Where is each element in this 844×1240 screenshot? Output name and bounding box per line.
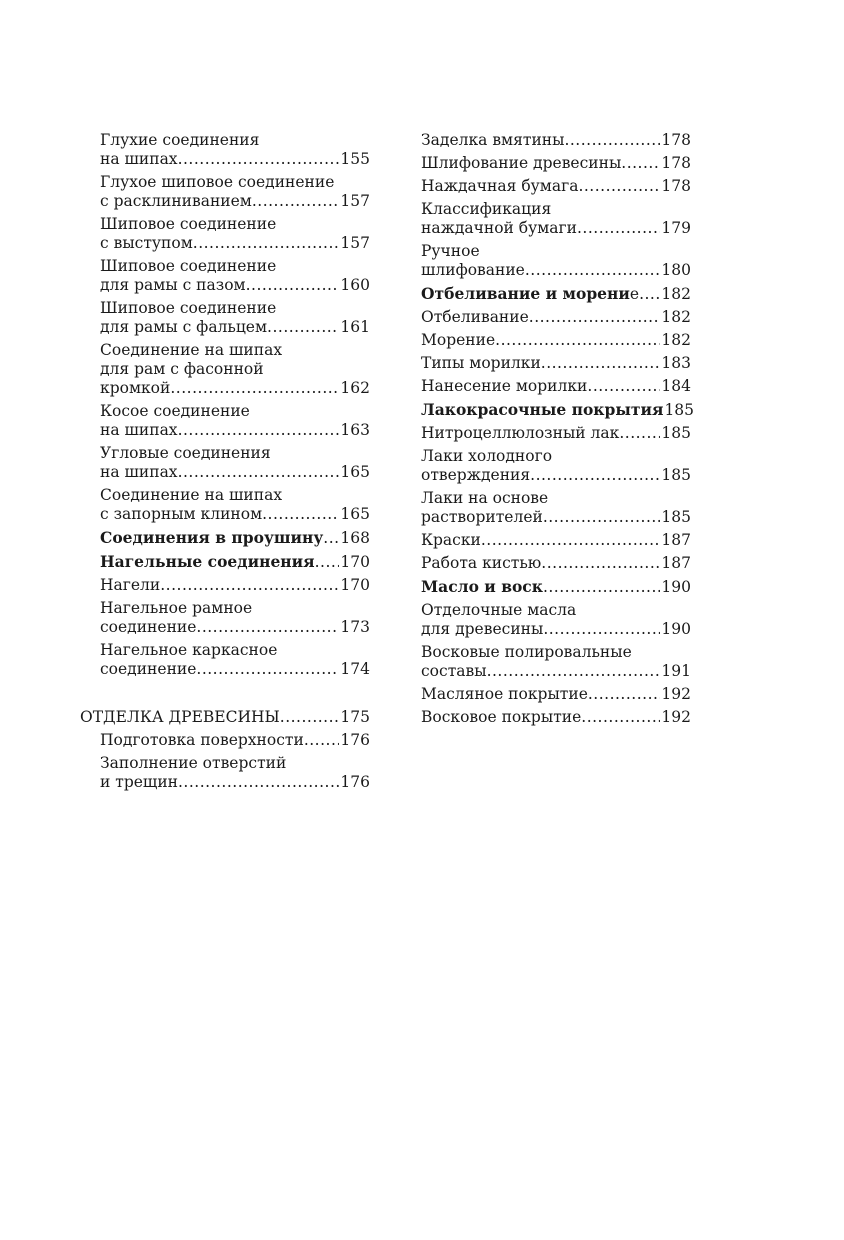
toc-entry-leader-line (100, 421, 370, 440)
toc-entry-title (100, 276, 246, 295)
toc-entry-title (421, 261, 525, 280)
toc-entry-title (100, 463, 178, 482)
toc-entry (421, 447, 691, 485)
toc-entry-title-text: е (629, 285, 640, 303)
toc-entry-title (100, 773, 178, 792)
dot-leader (196, 618, 339, 637)
dot-leader (246, 276, 340, 295)
toc-entry-title-text: шлифование (421, 261, 525, 279)
toc-entry (80, 731, 370, 750)
toc-entry-title (100, 192, 252, 211)
toc-entry-title-bold: Масло и воск (421, 577, 543, 596)
toc-page-number: 160 (340, 276, 370, 294)
toc-entry-title-text: Нанесение морилки (421, 377, 588, 395)
dot-leader (529, 308, 661, 327)
toc-entry (421, 577, 691, 597)
toc-entry (80, 754, 370, 792)
toc-entry-title-bold: Нагельные соединения (100, 552, 315, 571)
toc-entry-title-line: Отделочные масла (421, 601, 577, 619)
toc-page-number: 182 (661, 285, 691, 303)
toc-entry-leader-line (421, 531, 691, 550)
dot-leader (323, 529, 339, 548)
toc-entry-title-text: Масляное покрытие (421, 685, 588, 703)
toc-entry-title-text: кромкой (100, 379, 171, 397)
toc-page-number: 157 (340, 234, 370, 252)
toc-entry-title (421, 708, 581, 727)
toc-entry-title (421, 308, 529, 327)
toc-entry (421, 601, 691, 639)
toc-page-number: 176 (340, 773, 370, 791)
toc-entry-title-line: для рам с фасонной (100, 360, 264, 378)
toc-page-number: 178 (661, 177, 691, 195)
toc-entry (421, 489, 691, 527)
toc-page-number: 192 (661, 708, 691, 726)
toc-entry (421, 242, 691, 280)
toc-entry (421, 177, 691, 196)
toc-entry-title (100, 234, 193, 253)
toc-entry-leader-line (421, 554, 691, 573)
toc-page-number: 174 (340, 660, 370, 678)
toc-entry-title-line: Лаки на основе (421, 489, 549, 507)
toc-entry-leader-line (421, 154, 691, 173)
toc-page-number: 173 (340, 618, 370, 636)
toc-entry-leader-line (421, 177, 691, 196)
toc-entry-title (100, 150, 178, 169)
dot-leader (280, 708, 340, 727)
toc-entry-title (100, 731, 304, 750)
toc-entry-title (100, 660, 196, 679)
toc-entry-leader-line (421, 685, 691, 704)
dot-leader (525, 261, 661, 280)
toc-entry-leader-line (80, 708, 370, 727)
toc-entry (421, 308, 691, 327)
toc-entry (421, 400, 695, 420)
toc-entry (80, 341, 370, 398)
toc-entry-title-text: и трещин (100, 773, 178, 791)
toc-entry-leader-line (421, 662, 691, 681)
toc-entry-title-text: Работа кистью (421, 554, 542, 572)
toc-page-number: 170 (340, 576, 370, 594)
toc-entry-title-text: соединение (100, 618, 197, 636)
toc-page-number: 187 (661, 554, 691, 572)
toc-entry-title-line: Восковые полировальные (421, 643, 632, 661)
dot-leader (564, 131, 660, 150)
toc-entry (80, 599, 370, 637)
dot-leader (252, 192, 340, 211)
toc-entry-leader-line (100, 505, 370, 524)
toc-entry (80, 641, 370, 679)
toc-entry-title (421, 331, 495, 350)
dot-leader (577, 219, 660, 238)
dot-leader (178, 421, 340, 440)
toc-entry (80, 257, 370, 295)
dot-leader (304, 731, 340, 750)
toc-entry-title-text: Восковое покрытие (421, 708, 582, 726)
toc-entry (80, 486, 370, 524)
toc-page-number: 180 (661, 261, 691, 279)
dot-leader (170, 379, 339, 398)
toc-entry-leader-line (100, 463, 370, 482)
toc-page-number: 170 (340, 553, 370, 571)
toc-entry-title-line: Нагельное каркасное (100, 641, 278, 659)
toc-entry (80, 215, 370, 253)
toc-entry-leader-line (100, 379, 370, 398)
toc-entry (80, 173, 370, 211)
dot-leader (543, 508, 661, 527)
toc-entry-title-text: на шипах (100, 150, 178, 168)
toc-entry-title-text: для древесины (421, 620, 544, 638)
toc-page-number: 184 (661, 377, 691, 395)
toc-entry-title (421, 377, 587, 396)
toc-page-number: 191 (661, 662, 691, 680)
toc-page-number: 165 (340, 505, 370, 523)
dot-leader (196, 660, 339, 679)
toc-entry-title-text: Подготовка поверхности (100, 731, 304, 749)
toc-entry-title (421, 620, 543, 639)
toc-entry-leader-line (421, 400, 695, 420)
toc-entry-leader-line (421, 424, 691, 443)
toc-entry (421, 708, 691, 727)
dot-leader (487, 662, 661, 681)
toc-entry-title-line: Шиповое соединение (100, 215, 277, 233)
toc-entry-leader-line (100, 552, 370, 572)
toc-entry-leader-line (421, 508, 691, 527)
dot-leader (495, 331, 660, 350)
toc-entry (80, 528, 370, 548)
toc-entry-title (421, 685, 588, 704)
dot-leader (543, 578, 660, 597)
toc-page-number: 178 (661, 131, 691, 149)
toc-entry-title-text: Шлифование древесины (421, 154, 622, 172)
dot-leader (481, 531, 661, 550)
toc-entry-leader-line (100, 318, 370, 337)
toc-entry (421, 643, 691, 681)
toc-entry-title (421, 662, 487, 681)
dot-leader (578, 177, 660, 196)
dot-leader (587, 377, 660, 396)
toc-entry-title (421, 284, 639, 304)
toc-entry-leader-line (100, 618, 370, 637)
toc-entry-title-line: Угловые соединения (100, 444, 271, 462)
toc-entry (421, 424, 691, 443)
toc-page-number: 190 (661, 578, 691, 596)
toc-entry (421, 685, 691, 704)
toc-page-number: 162 (340, 379, 370, 397)
toc-entry-title-text: Отбеливание (421, 308, 529, 326)
toc-entry-title-line: Нагельное рамное (100, 599, 253, 617)
toc-page-number: 185 (661, 508, 691, 526)
toc-page-number: 190 (661, 620, 691, 638)
toc-entry-title-text: наждачной бумаги (421, 219, 577, 237)
toc-entry-title-line: Шиповое соединение (100, 257, 277, 275)
dot-leader (639, 285, 660, 304)
toc-entry-title-line: Глухие соединения (100, 131, 260, 149)
toc-entry (421, 200, 691, 238)
toc-entry-title-line: Ручное (421, 242, 480, 260)
toc-entry-title-line: Косое соединение (100, 402, 250, 420)
toc-entry-leader-line (100, 528, 370, 548)
toc-entry-leader-line (421, 308, 691, 327)
toc-page-number: 185 (661, 424, 691, 442)
toc-entry-title (100, 505, 262, 524)
toc-entry-title (100, 576, 160, 595)
toc-entry-title-text: Морение (421, 331, 496, 349)
toc-entry-leader-line (100, 192, 370, 211)
toc-entry (421, 131, 691, 150)
dot-leader (262, 505, 339, 524)
toc-entry (80, 402, 370, 440)
toc-page-number: 185 (664, 401, 695, 419)
toc-entry-title-text: для рамы с пазом (100, 276, 246, 294)
toc-entry (421, 377, 691, 396)
dot-leader (588, 685, 661, 704)
dot-leader (543, 620, 660, 639)
toc-page-number: 185 (661, 466, 691, 484)
toc-entry-title-text: с запорным клином (100, 505, 263, 523)
toc-entry-title (421, 131, 564, 150)
toc-entry-title (421, 508, 543, 527)
toc-entry-title-line: Глухое шиповое соединение (100, 173, 335, 191)
toc-entry-leader-line (100, 150, 370, 169)
dot-leader (193, 234, 340, 253)
toc-left-column (80, 131, 370, 796)
toc-section-heading (80, 708, 370, 727)
toc-page-number: 182 (661, 331, 691, 349)
toc-entry-leader-line (100, 731, 370, 750)
toc-entry-leader-line (421, 284, 691, 304)
toc-entry-title-text: на шипах (100, 421, 178, 439)
dot-leader (581, 708, 660, 727)
toc-entry (80, 576, 370, 595)
toc-page-number: 183 (661, 354, 691, 372)
toc-entry (421, 284, 691, 304)
toc-entry (80, 299, 370, 337)
toc-page-number: 175 (340, 708, 370, 726)
toc-entry (80, 131, 370, 169)
toc-right-column (421, 131, 695, 731)
toc-entry-title (421, 219, 577, 238)
toc-entry-title-line: Заполнение отверстий (100, 754, 287, 772)
toc-page-number: 155 (340, 150, 370, 168)
toc-entry-title-text: растворителей (421, 508, 543, 526)
toc-entry (421, 531, 691, 550)
toc-entry-leader-line (421, 377, 691, 396)
toc-entry-title (100, 528, 323, 548)
toc-entry-leader-line (421, 620, 691, 639)
dot-leader (530, 466, 660, 485)
toc-entry-leader-line (421, 261, 691, 280)
dot-leader (621, 154, 660, 173)
dot-leader (619, 424, 660, 443)
toc-entry-title (421, 177, 578, 196)
toc-entry-leader-line (100, 276, 370, 295)
toc-entry-title (421, 424, 619, 443)
toc-page-number: 165 (340, 463, 370, 481)
toc-entry-title-line: Шиповое соединение (100, 299, 277, 317)
toc-entry (80, 444, 370, 482)
toc-entry-title (421, 554, 541, 573)
toc-page-number: 178 (661, 154, 691, 172)
toc-entry-title-line: Соединение на шипах (100, 486, 283, 504)
toc-page-number: 157 (340, 192, 370, 210)
toc-entry-title (421, 354, 541, 373)
toc-entry-leader-line (421, 131, 691, 150)
toc-entry-leader-line (421, 354, 691, 373)
toc-entry-title-text: на шипах (100, 463, 178, 481)
toc-entry (80, 552, 370, 572)
toc-entry-title-text: соединение (100, 660, 197, 678)
toc-entry-title-text: Типы морилки (421, 354, 541, 372)
toc-entry-title-text: отверждения (421, 466, 531, 484)
toc-entry-title-line: Классификация (421, 200, 552, 218)
toc-entry-title-text: Наждачная бумага (421, 177, 579, 195)
toc-page-number: 163 (340, 421, 370, 439)
toc-entry-title-text: Нагели (100, 576, 161, 594)
toc-entry-title (100, 421, 178, 440)
toc-entry-title-line: Соединение на шипах (100, 341, 283, 359)
dot-leader (178, 463, 340, 482)
toc-entry-title (80, 708, 280, 727)
toc-entry-leader-line (421, 331, 691, 350)
dot-leader (160, 576, 339, 595)
toc-entry-title-line: Лаки холодного (421, 447, 553, 465)
toc-page-number: 192 (661, 685, 691, 703)
toc-entry-leader-line (100, 234, 370, 253)
toc-entry (421, 331, 691, 350)
toc-entry-leader-line (421, 708, 691, 727)
toc-entry-title (421, 400, 663, 420)
toc-page-number: 176 (340, 731, 370, 749)
toc-entry-leader-line (421, 577, 691, 597)
toc-entry-leader-line (421, 466, 691, 485)
toc-entry (421, 554, 691, 573)
toc-entry-title-text: Краски (421, 531, 481, 549)
toc-entry-leader-line (100, 576, 370, 595)
toc-entry-title-bold: Лакокрасочные покрытия (421, 400, 664, 419)
toc-page-number: 179 (661, 219, 691, 237)
toc-entry-title-text: с выступом (100, 234, 193, 252)
toc-entry-title-bold: Соединения в проушину (100, 528, 324, 547)
toc-entry-title (100, 379, 170, 398)
toc-entry (421, 154, 691, 173)
toc-entry-title (100, 552, 315, 572)
toc-entry-leader-line (100, 773, 370, 792)
toc-entry (421, 354, 691, 373)
toc-entry-title (421, 531, 481, 550)
toc-entry-title-text: ОТДЕЛКА ДРЕВЕСИНЫ (80, 708, 280, 726)
toc-entry-leader-line (421, 219, 691, 238)
dot-leader (178, 773, 339, 792)
dot-leader (541, 354, 661, 373)
toc-entry-title (421, 154, 621, 173)
toc-entry-title (421, 466, 530, 485)
toc-page-number: 182 (661, 308, 691, 326)
toc-entry-title-bold: Отбеливание и морени (421, 284, 630, 303)
toc-entry-title-text: Нитроцеллюлозный лак (421, 424, 620, 442)
toc-page-number: 168 (340, 529, 370, 547)
dot-leader (315, 553, 340, 572)
toc-entry-title (100, 318, 267, 337)
toc-entry-leader-line (100, 660, 370, 679)
toc-page-number: 161 (340, 318, 370, 336)
toc-page-number: 187 (661, 531, 691, 549)
toc-entry-title (421, 577, 543, 597)
toc-entry-title-text: Заделка вмятины (421, 131, 565, 149)
dot-leader (541, 554, 660, 573)
toc-entry-title (100, 618, 196, 637)
toc-entry-title-text: для рамы с фальцем (100, 318, 268, 336)
toc-entry-title-text: с расклиниванием (100, 192, 252, 210)
toc-entry-title-text: составы (421, 662, 487, 680)
dot-leader (267, 318, 339, 337)
dot-leader (178, 150, 340, 169)
